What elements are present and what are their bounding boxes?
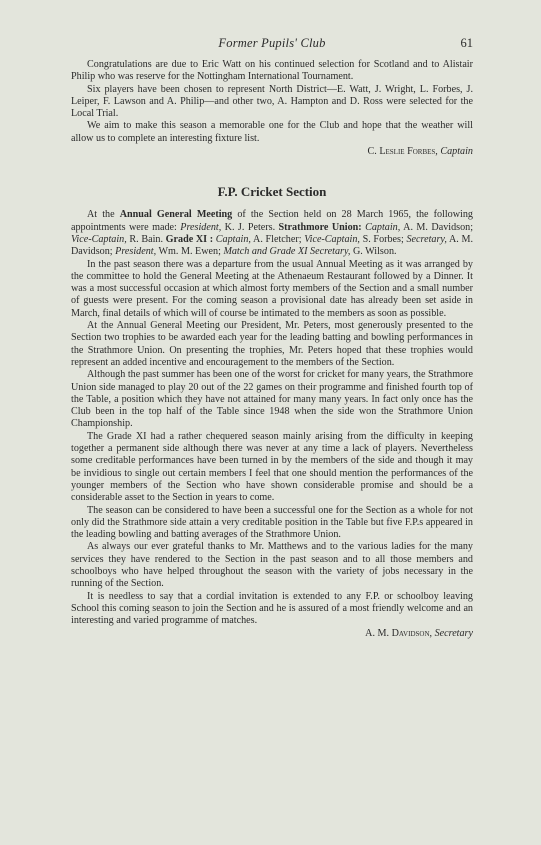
- text-run: A. Fletcher;: [250, 233, 305, 245]
- role-label: Secretary,: [406, 233, 447, 245]
- role-label: Vice-Captain,: [71, 233, 127, 245]
- text-run: R. Bain.: [126, 233, 166, 245]
- club-report-paragraph-3: We aim to make this season a memorable one for the Club and hope that the weather will allow us to complete an interesting fixture list.: [71, 120, 473, 144]
- signature-name: A. M. Davidson,: [365, 628, 433, 640]
- role-label: President,: [180, 221, 222, 233]
- text-run: Wm. M. Ewen;: [156, 246, 224, 258]
- page-number: 61: [460, 36, 473, 50]
- text-run: K. J. Peters.: [221, 221, 279, 233]
- signature-name: C. Leslie Forbes,: [367, 146, 438, 158]
- cricket-paragraph-2: In the past season there was a departure from the usual Annual Meeting as it was arranged by the committee to hold the General Meeting at the Athenaeum Restaurant followed by a Dinner. It was a most successful occasion at which almost forty members of the Section and a small number of guests were present. For the coming season a provisional date has already been set aside in March, final details of which will of course be intimated to the members as soon as possible.: [71, 258, 473, 319]
- club-report-paragraph-2: Six players have been chosen to represent North District—E. Watt, J. Wright, L. Forbes, J. Leiper, F. Lawson and A. Philip—and other two, A. Hampton and D. Ross were selected for the Local Trial.: [71, 83, 473, 120]
- cricket-paragraph-1: [71, 209, 473, 258]
- running-head: [71, 36, 473, 54]
- text-run: of the Section held on 28 March 1965, the following appointments were made:: [71, 209, 473, 233]
- signature-role: Secretary: [434, 628, 473, 640]
- text-run: S. Forbes;: [359, 233, 407, 245]
- emphasis-annual-general-meeting: Annual General Meeting: [119, 209, 233, 221]
- cricket-paragraph-6: The season can be considered to have been a successful one for the Section as a whole for not only did the Strathmore side attain a very creditable position in the Table but five F.P.s appeared in the leading bowling and batting averages of the Strathmore Union.: [71, 504, 473, 541]
- role-label: Captain,: [365, 221, 401, 233]
- section-title: F.P. Cricket Section: [217, 184, 327, 200]
- role-label: Captain,: [215, 233, 251, 245]
- cricket-section: [71, 209, 473, 640]
- running-head-title: Former Pupils' Club: [218, 36, 326, 50]
- text-run: A. M. Davidson;: [400, 221, 474, 233]
- cricket-paragraph-8: It is needless to say that a cordial invitation is extended to any F.P. or schoolboy leaving School this coming season to join the Section and he is assured of a most friendly welcome and an interesting and varied programme of matches.: [71, 590, 473, 627]
- emphasis-grade-xi: Grade XI :: [165, 233, 214, 245]
- club-report: [71, 59, 473, 158]
- club-report-paragraph-1: Congratulations are due to Eric Watt on his continued selection for Scotland and to Alistair Philip who was reserve for the Nottingham International Tournament.: [71, 59, 473, 83]
- club-report-signature: [71, 146, 473, 158]
- cricket-signature: [71, 628, 473, 640]
- cricket-paragraph-5: The Grade XI had a rather chequered season mainly arising from the difficulty in keeping together a permanent side although there was never at any time a lack of players. Nevertheless some creditable performances have been turned in by the members of the side and though it may be invidious to single out certain members I feel that one should mention the performances of the younger members of the Section who have shown considerable promise and should be a considerable asset to the Section in years to come.: [71, 430, 473, 504]
- emphasis-strathmore-union: Strathmore Union:: [278, 221, 362, 233]
- cricket-paragraph-4: Although the past summer has been one of the worst for cricket for many years, the Strathmore Union side managed to play 20 out of the 22 games on their programme and finished fourth top of the Table, a position which they have not attained for many many years. In fact only once has the Club been in the top half of the Table since 1948 when the side won the Strathmore Union Championship.: [71, 369, 473, 430]
- page-content: [71, 36, 473, 641]
- cricket-paragraph-3: At the Annual General Meeting our President, Mr. Peters, most generously presented to the Section two trophies to be awarded each year for the leading batting and bowling performances in the Strathmore Union. On presenting the trophies, Mr. Peters hoped that these trophies would represent an added incentive and encouragement to the members of the Section.: [71, 320, 473, 368]
- role-label: President,: [115, 246, 157, 258]
- cricket-paragraph-7: As always our ever grateful thanks to Mr. Matthews and to the various ladies for the many services they have rendered to the Section in the past season and to all those members and schoolboys who have helped throughout the season with the variety of jobs necessary in the running of the Section.: [71, 541, 473, 590]
- role-label: Vice-Captain,: [304, 233, 360, 245]
- text-run: G. Wilson.: [350, 246, 397, 258]
- role-label: Match and Grade XI Secretary,: [223, 246, 351, 258]
- text-run: A. M. Davidson;: [71, 233, 473, 258]
- signature-role: Captain: [440, 146, 473, 158]
- text-run: At the: [87, 209, 120, 221]
